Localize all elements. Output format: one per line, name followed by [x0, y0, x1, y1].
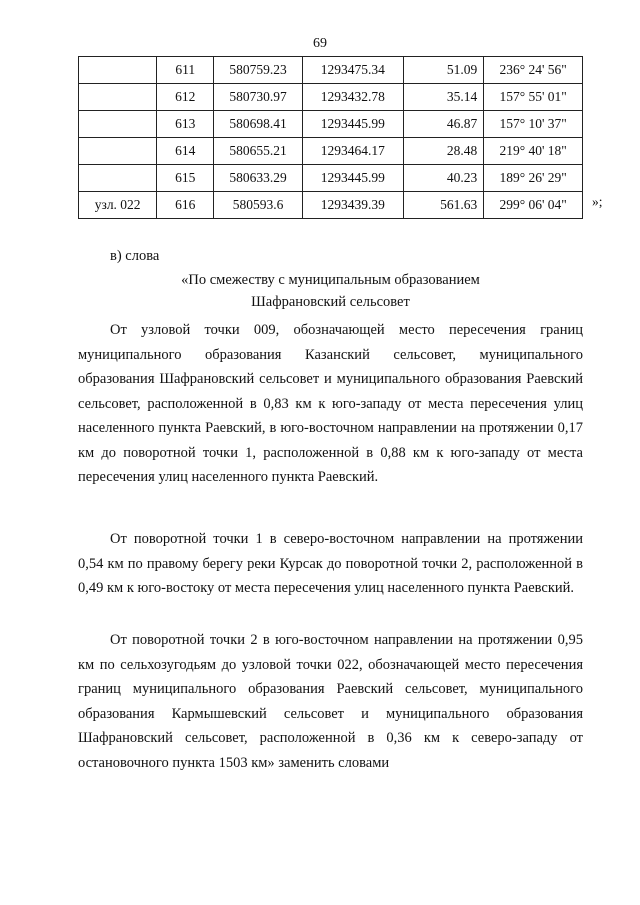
table-row — [79, 165, 583, 192]
table-cell-x: 580759.23 — [214, 57, 303, 84]
section-heading-line1: «По смежеству с муниципальным образованием — [181, 272, 480, 288]
table-cell-y: 1293475.34 — [302, 57, 403, 84]
table-row — [79, 84, 583, 111]
table-cell-angle: 236° 24' 56" — [484, 57, 583, 84]
paragraph: От поворотной точки 1 в северо-восточном направлении на протяжении 0,54 км по правому берегу реки Курсак до поворотной точки 2, расположенной в 0,49 км к юго-востоку от места пересечения улиц населенного пункта Раевский. — [78, 531, 583, 596]
table-cell-node — [79, 111, 157, 138]
paragraph: От узловой точки 009, обозначающей место пересечения границ муниципального образования Казанский сельсовет, муниципального образования Шафрановский сельсовет и муниципального образования Раевский сельсовет, расположенной в 0,83 км к юго-западу от места пересечения улиц населенного пункта Раевский, в юго-восточном направлении на протяжении 0,17 км до поворотной точки 1, расположенной в 0,88 км к юго-западу от места пересечения улиц населенного пункта Раевский. — [78, 322, 583, 485]
table-cell-x: 580655.21 — [214, 138, 303, 165]
section-heading-line2: Шафрановский сельсовет — [251, 294, 410, 310]
table-cell-point: 615 — [157, 165, 214, 192]
table-cell-y: 1293432.78 — [302, 84, 403, 111]
table-cell-y: 1293445.99 — [302, 165, 403, 192]
table-cell-angle: 189° 26' 29" — [484, 165, 583, 192]
table-cell-distance: 40.23 — [403, 165, 484, 192]
table-row — [79, 111, 583, 138]
coordinates-table — [78, 56, 583, 219]
table-cell-distance: 46.87 — [403, 111, 484, 138]
table-cell-x: 580633.29 — [214, 165, 303, 192]
table-cell-angle: 219° 40' 18" — [484, 138, 583, 165]
table-cell-distance: 35.14 — [403, 84, 484, 111]
table-cell-node — [79, 138, 157, 165]
table-cell-x: 580730.97 — [214, 84, 303, 111]
table-cell-point: 613 — [157, 111, 214, 138]
table-cell-node — [79, 84, 157, 111]
table-row — [79, 57, 583, 84]
table-cell-point: 616 — [157, 192, 214, 219]
table-cell-node — [79, 57, 157, 84]
table-cell-distance: 28.48 — [403, 138, 484, 165]
table-cell-y: 1293439.39 — [302, 192, 403, 219]
table-cell-node: узл. 022 — [79, 192, 157, 219]
table-cell-distance: 561.63 — [403, 192, 484, 219]
table-cell-x: 580593.6 — [214, 192, 303, 219]
table-cell-y: 1293464.17 — [302, 138, 403, 165]
item-label: в) слова — [110, 248, 160, 264]
table-cell-angle: 157° 10' 37" — [484, 111, 583, 138]
table-cell-distance: 51.09 — [403, 57, 484, 84]
table-cell-x: 580698.41 — [214, 111, 303, 138]
table-cell-point: 612 — [157, 84, 214, 111]
table-row — [79, 138, 583, 165]
table-cell-point: 614 — [157, 138, 214, 165]
table-cell-angle: 157° 55' 01" — [484, 84, 583, 111]
table-cell-node — [79, 165, 157, 192]
page-number: 69 — [313, 36, 327, 51]
paragraph: От поворотной точки 2 в юго-восточном направлении на протяжении 0,95 км по сельхозугодьям до узловой точки 022, обозначающей место пересечения границ муниципального образования Раевский сельсовет, муниципального образования Кармышевский сельсовет и муниципального образования Шафрановский сельсовет, расположенной в 0,36 км к северо-западу от остановочного пункта 1503 км» заменить словами — [78, 632, 583, 771]
table-cell-point: 611 — [157, 57, 214, 84]
table-cell-y: 1293445.99 — [302, 111, 403, 138]
table-cell-angle: 299° 06' 04" — [484, 192, 583, 219]
table-row — [79, 192, 583, 219]
closing-quote-mark: »; — [592, 194, 603, 209]
